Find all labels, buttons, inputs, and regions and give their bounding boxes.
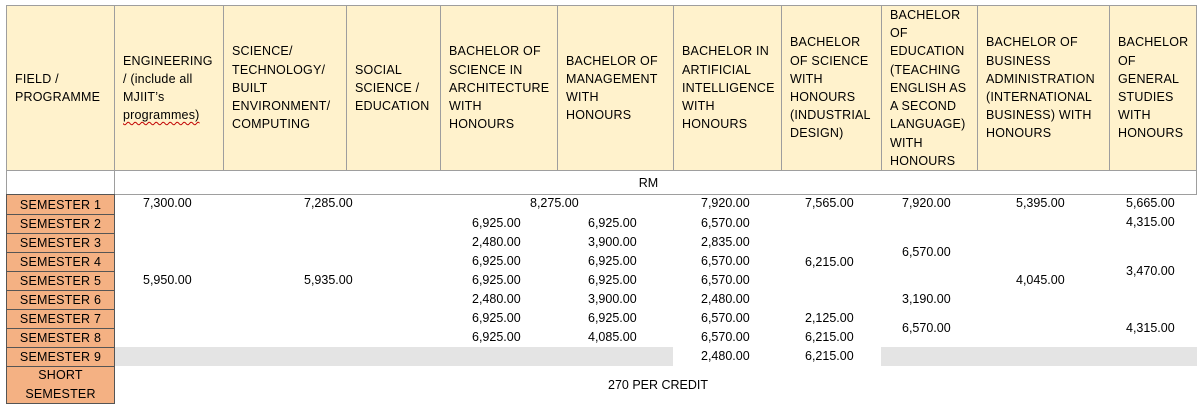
- header-tesl: [881, 5, 978, 171]
- tesl-sem1-fee: 7,920.00: [902, 196, 951, 210]
- header-industrial-label: BACHELOR OF SCIENCE WITH HONOURS (INDUSTRIAL DESIGN): [790, 35, 871, 141]
- ai-sem5-fee: 6,570.00: [701, 273, 750, 287]
- tesl-sem3-4-fee: 6,570.00: [902, 245, 951, 259]
- currency-row: [114, 170, 1197, 195]
- ai-sem1-fee: 7,920.00: [701, 196, 750, 210]
- semester-6-text: SEMESTER 6: [19, 293, 102, 307]
- semester-8-label: [6, 328, 115, 348]
- header-business: [977, 5, 1110, 171]
- semester-2-text: SEMESTER 2: [19, 217, 102, 231]
- header-general-label: BACHELOR OF GENERAL STUDIES WITH HONOURS: [1118, 35, 1189, 141]
- semester-9-text: SEMESTER 9: [19, 350, 102, 364]
- header-architecture-label: BACHELOR OF SCIENCE IN ARCHITECTURE WITH HONOURS: [449, 44, 550, 132]
- header-general: [1109, 5, 1197, 171]
- header-ai-label: BACHELOR IN ARTIFICIAL INTELLIGENCE WITH HONOURS: [682, 44, 775, 132]
- semester-9-gray-band-3: [881, 347, 1197, 366]
- engineering-sem5-fee: 5,950.00: [143, 273, 192, 287]
- header-engineering-line1: ENGINEERING / (include all MJIIT’s: [123, 53, 213, 104]
- business-sem5-fee: 4,045.00: [1016, 273, 1065, 287]
- engineering-sem1-fee: 7,300.00: [143, 196, 192, 210]
- header-business-label: BACHELOR OF BUSINESS ADMINISTRATION (INTERNATIONAL BUSINESS) WITH HONOURS: [986, 35, 1095, 141]
- header-engineering-line2: programmes): [123, 108, 200, 123]
- header-ai: [673, 5, 782, 171]
- ai-sem4-fee: 6,570.00: [701, 254, 750, 268]
- semester-9-label: [6, 347, 115, 367]
- semester-7-text: SEMESTER 7: [19, 312, 102, 326]
- architecture-sem5-fee: 6,925.00: [472, 273, 521, 287]
- semester-5-label: [6, 271, 115, 291]
- semester-5-text: SEMESTER 5: [19, 274, 102, 288]
- industrial-sem1-fee: 7,565.00: [805, 196, 854, 210]
- semester-4-text: SEMESTER 4: [19, 255, 102, 269]
- semester-3-label: [6, 233, 115, 253]
- header-management-label: BACHELOR OF MANAGEMENT WITH HONOURS: [566, 53, 658, 123]
- business-sem1-fee: 5,395.00: [1016, 196, 1065, 210]
- management-sem7-fee: 6,925.00: [588, 311, 637, 325]
- semester-9-gray-band-2: [223, 347, 673, 366]
- short-semester-text: SHORT SEMESTER: [25, 368, 96, 401]
- management-sem6-fee: 3,900.00: [588, 292, 637, 306]
- header-industrial: [781, 5, 882, 171]
- architecture-sem6-fee: 2,480.00: [472, 292, 521, 306]
- semester-4-label: [6, 252, 115, 272]
- architecture-sem3-fee: 2,480.00: [472, 235, 521, 249]
- industrial-sem8-fee: 6,215.00: [805, 330, 854, 344]
- general-sem4-5-fee: 3,470.00: [1126, 264, 1175, 278]
- header-science: [223, 5, 347, 171]
- management-sem5-fee: 6,925.00: [588, 273, 637, 287]
- header-field-label: FIELD / PROGRAMME: [15, 71, 101, 104]
- ai-sem7-fee: 6,570.00: [701, 311, 750, 325]
- header-architecture: [440, 5, 558, 171]
- semester-1-text: SEMESTER 1: [19, 197, 102, 212]
- semester-3-text: SEMESTER 3: [19, 236, 102, 250]
- industrial-sem7-fee: 2,125.00: [805, 311, 854, 325]
- industrial-sem9-fee: 6,215.00: [805, 349, 854, 363]
- short-semester-label: [6, 366, 115, 404]
- currency-label: RM: [638, 175, 659, 190]
- header-field: [6, 5, 115, 171]
- semester-9-gray-band-1: [115, 347, 223, 366]
- management-sem2-fee: 6,925.00: [588, 216, 637, 230]
- semester-6-label: [6, 290, 115, 310]
- semester-7-label: [6, 309, 115, 329]
- semester-8-text: SEMESTER 8: [19, 331, 102, 345]
- management-sem3-fee: 3,900.00: [588, 235, 637, 249]
- header-tesl-label: BACHELOR OF EDUCATION (TEACHING ENGLISH AS A SECOND LANGUAGE) WITH HONOURS: [890, 8, 967, 168]
- header-management: [557, 5, 674, 171]
- semester-2-label: [6, 214, 115, 234]
- semester-1-label: [6, 194, 115, 215]
- management-sem8-fee: 4,085.00: [588, 330, 637, 344]
- architecture-sem4-fee: 6,925.00: [472, 254, 521, 268]
- header-social: [346, 5, 441, 171]
- science-social-sem1-fee: 7,285.00: [304, 196, 353, 210]
- short-semester-fee: 270 PER CREDIT: [608, 378, 709, 392]
- management-sem4-fee: 6,925.00: [588, 254, 637, 268]
- architecture-sem2-fee: 6,925.00: [472, 216, 521, 230]
- header-engineering-label: [123, 52, 215, 125]
- ai-sem6-fee: 2,480.00: [701, 292, 750, 306]
- ai-sem3-fee: 2,835.00: [701, 235, 750, 249]
- industrial-sem4-fee: 6,215.00: [805, 255, 854, 269]
- tesl-sem7-8-fee: 6,570.00: [902, 321, 951, 335]
- rm-row-spacer: [6, 170, 115, 195]
- architecture-sem7-fee: 6,925.00: [472, 311, 521, 325]
- general-sem7-8-fee: 4,315.00: [1126, 321, 1175, 335]
- ai-sem8-fee: 6,570.00: [701, 330, 750, 344]
- general-sem2-fee: 4,315.00: [1126, 215, 1175, 229]
- header-engineering: [114, 5, 224, 171]
- arch-mgmt-sem1-fee: 8,275.00: [530, 196, 579, 210]
- header-social-label: SOCIAL SCIENCE / EDUCATION: [355, 62, 430, 114]
- science-social-sem5-fee: 5,935.00: [304, 273, 353, 287]
- ai-sem2-fee: 6,570.00: [701, 216, 750, 230]
- ai-sem9-fee: 2,480.00: [701, 349, 750, 363]
- architecture-sem8-fee: 6,925.00: [472, 330, 521, 344]
- general-sem1-fee: 5,665.00: [1126, 196, 1175, 210]
- header-science-label: SCIENCE/ TECHNOLOGY/ BUILT ENVIRONMENT/ COMPUTING: [232, 44, 331, 132]
- tesl-sem6-fee: 3,190.00: [902, 292, 951, 306]
